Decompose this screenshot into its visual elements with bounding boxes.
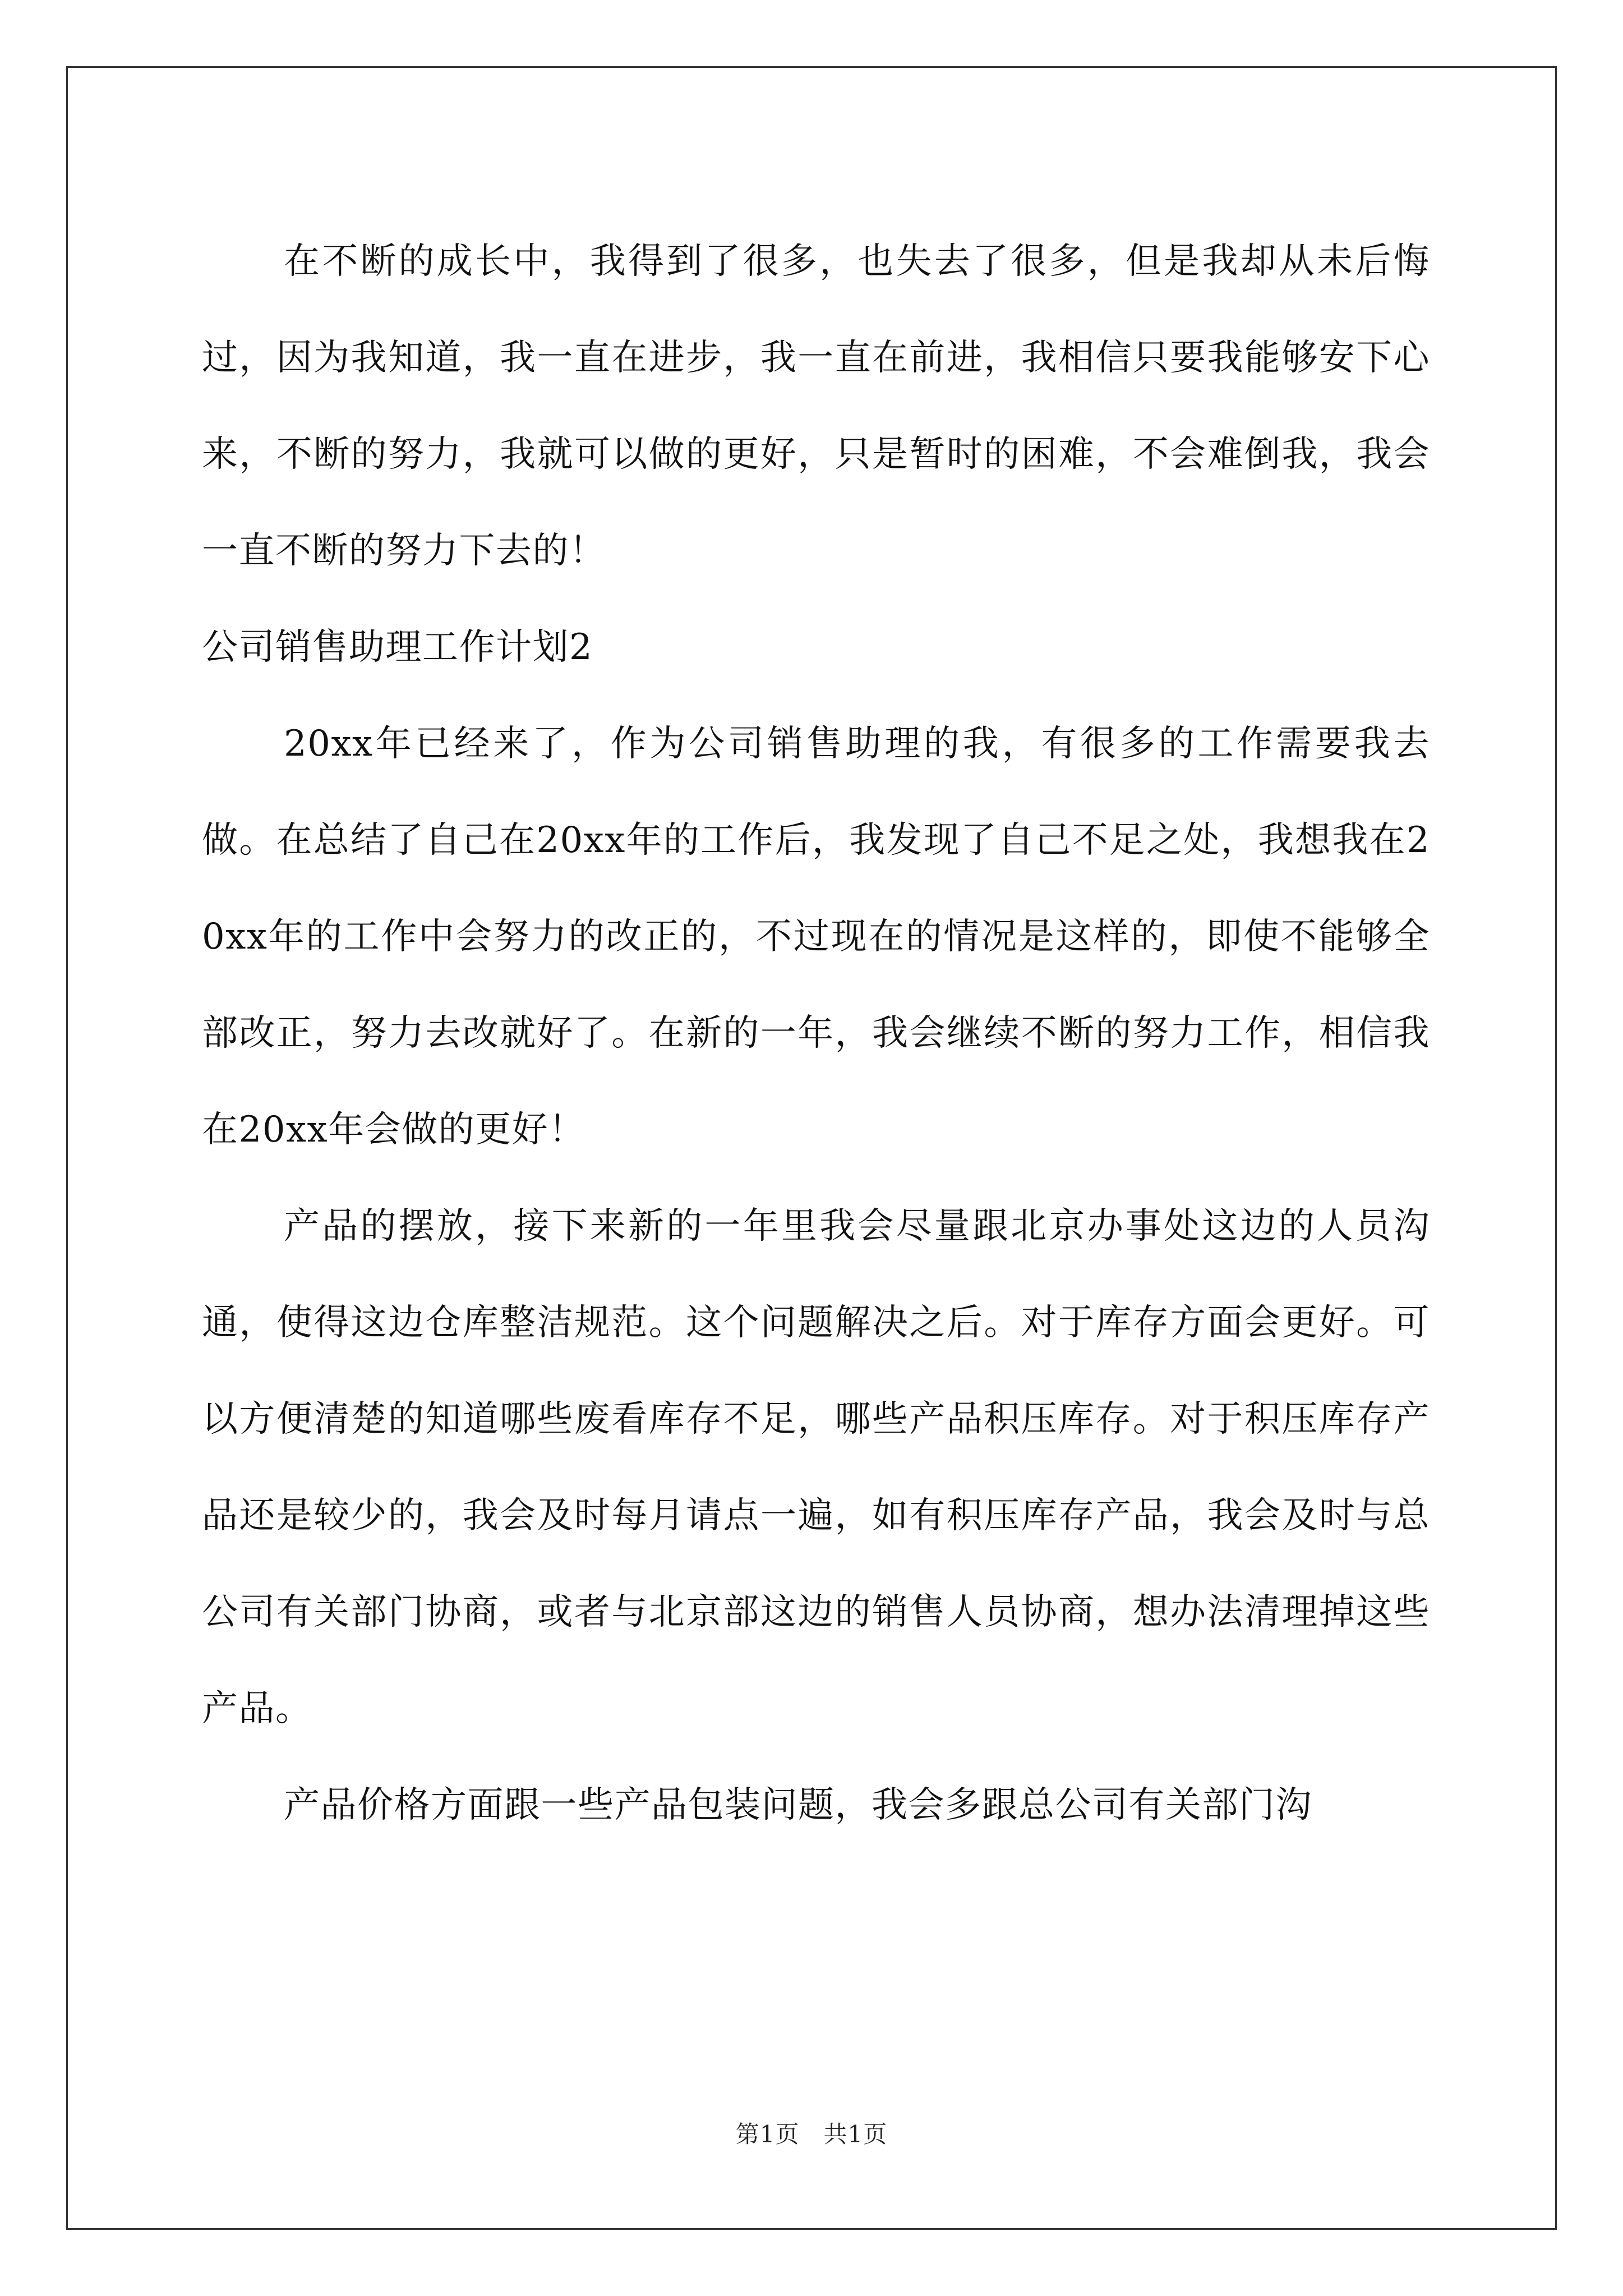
paragraph-year-plan: 20xx年已经来了，作为公司销售助理的我，有很多的工作需要我去做。在总结了自己在20xx年的工作后，我发现了自己不足之处，我想我在20xx年的工作中会努力的改正的，不过现在的情况是这样的，即使不能够全部改正，努力去改就好了。在新的一年，我会继续不断的努力工作，相信我在20xx年会做的更好！ (202, 723, 1430, 1151)
section-heading: 公司销售助理工作计划2 (202, 627, 593, 668)
paragraph-intro: 在不断的成长中，我得到了很多，也失去了很多，但是我却从未后悔过，因为我知道，我一直在进步，我一直在前进，我相信只要我能够安下心来，不断的努力，我就可以做的更好，只是暂时的困难，不会难倒我，我会一直不断的努力下去的！ (202, 241, 1430, 572)
document-body (202, 213, 1430, 1853)
paragraph-pricing: 产品价格方面跟一些产品包装问题，我会多跟总公司有关部门沟 (284, 1784, 1312, 1826)
page-number-footer: 第1页 共1页 (735, 2120, 888, 2148)
paragraph-product-placement: 产品的摆放，接下来新的一年里我会尽量跟北京办事处这边的人员沟通，使得这边仓库整洁规范。这个问题解决之后。对于库存方面会更好。可以方便清楚的知道哪些废看库存不足，哪些产品积压库存。对于积压库存产品还是较少的，我会及时每月请点一遍，如有积压库存产品，我会及时与总公司有关部门协商，或者与北京部这边的销售人员协商，想办法清理掉这些产品。 (202, 1205, 1430, 1729)
